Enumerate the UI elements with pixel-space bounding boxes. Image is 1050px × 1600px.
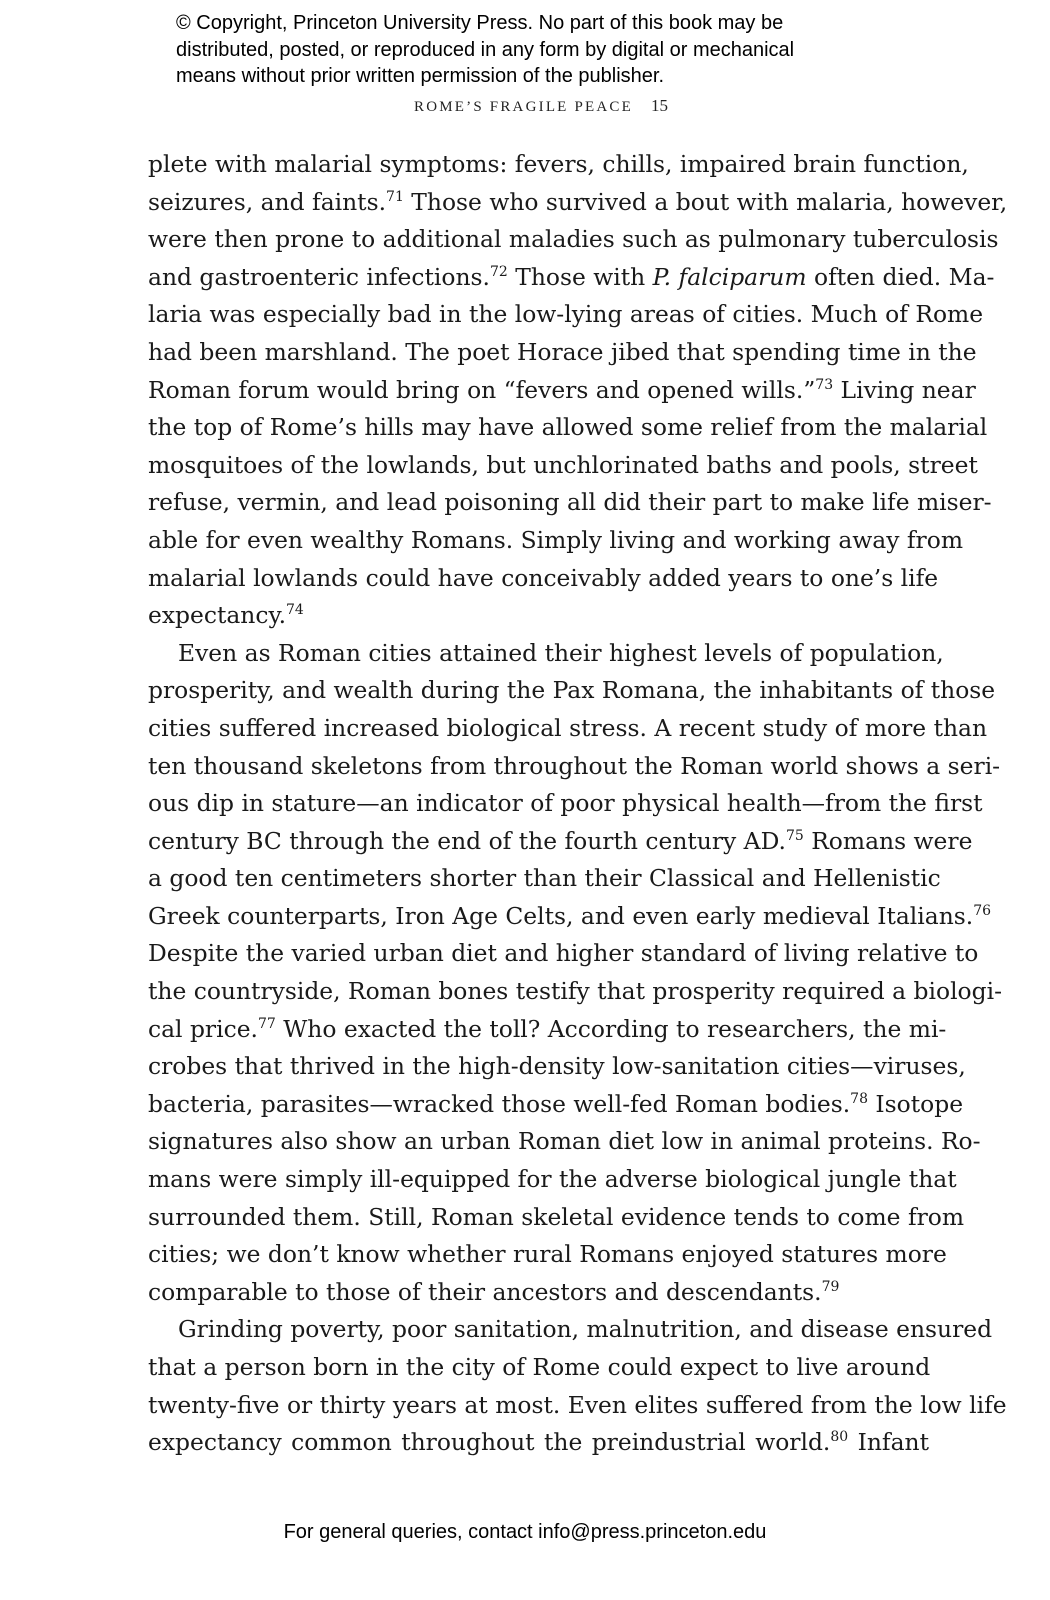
page-number: 15 <box>651 96 668 115</box>
text-run: expectancy. <box>148 601 287 630</box>
copyright-line: © Copyright, Princeton University Press. No part of this book may be <box>176 12 784 34</box>
text-run: ous dip in stature—an indicator of poor physical health—from the first <box>148 789 983 818</box>
text-run: the countryside, Roman bones testify that prosperity required a biologi- <box>148 977 1002 1006</box>
text-run: laria was especially bad in the low-lying areas of cities. Much of Rome <box>148 300 984 329</box>
text-line <box>148 1311 993 1349</box>
text-run: often died. Ma- <box>806 262 995 291</box>
text-run: Grinding poverty, poor sanitation, malnutrition, and disease ensured <box>178 1315 993 1344</box>
text-line <box>148 296 984 334</box>
text-run: Romans were <box>803 826 973 855</box>
text-line <box>148 1123 981 1161</box>
text-line <box>148 860 941 898</box>
copyright-notice <box>176 10 896 90</box>
text-line <box>148 1011 947 1049</box>
text-line <box>148 935 979 973</box>
text-line <box>148 409 988 447</box>
text-line <box>148 522 964 560</box>
text-run: ten thousand skeletons from throughout the Roman world shows a seri- <box>148 751 1001 780</box>
copyright-line: means without prior written permission of the publisher. <box>176 65 665 87</box>
footer-contact: For general queries, contact info@press.princeton.edu <box>283 1521 767 1543</box>
footnote-ref: 77 <box>257 1015 276 1032</box>
text-line <box>148 146 969 184</box>
text-run: were then prone to additional maladies such as pulmonary tuberculosis <box>148 225 999 254</box>
copyright-line: distributed, posted, or reproduced in any form by digital or mechanical <box>176 38 795 61</box>
text-run: plete with malarial symptoms: fevers, chills, impaired brain function, <box>148 150 969 178</box>
text-run: mans were simply ill-equipped for the adverse biological jungle that <box>148 1165 957 1194</box>
text-line <box>148 221 999 259</box>
footnote-ref: 75 <box>785 827 804 844</box>
footnote-ref: 71 <box>386 188 404 205</box>
text-line <box>148 1236 947 1274</box>
text-line <box>148 1048 966 1086</box>
text-run: seizures, and faints. <box>148 187 387 216</box>
text-run: cal price. <box>148 1014 258 1043</box>
text-run: able for even wealthy Romans. Simply living and working away from <box>148 525 964 554</box>
paragraph <box>148 146 1008 635</box>
text-line <box>148 372 976 410</box>
text-run: the top of Rome’s hills may have allowed some relief from the malarial <box>148 413 988 442</box>
text-run: signatures also show an urban Roman diet low in animal proteins. Ro- <box>148 1127 981 1156</box>
text-line <box>148 484 992 522</box>
text-run: had been marshland. The poet Horace jibed that spending time in the <box>148 337 977 366</box>
text-line <box>148 334 977 372</box>
footnote-ref: 76 <box>973 902 992 919</box>
footnote-ref: 78 <box>850 1090 868 1107</box>
text-run: Even as Roman cities attained their highest levels of population, <box>178 638 944 667</box>
text-run: Roman forum would bring on “fevers and opened wills.” <box>148 375 816 404</box>
body-text <box>148 146 1008 1462</box>
text-run: expectancy common throughout the preindustrial world. <box>148 1428 831 1457</box>
text-line <box>148 672 996 710</box>
text-line <box>148 710 988 748</box>
text-line <box>148 560 939 598</box>
text-run: surrounded them. Still, Roman skeletal evidence tends to come from <box>148 1202 965 1231</box>
text-line <box>148 823 973 861</box>
text-run: and gastroenteric infections. <box>148 262 490 291</box>
text-run: Greek counterparts, Iron Age Celts, and even early medieval Italians. <box>148 901 974 930</box>
text-run: cities suffered increased biological stress. A recent study of more than <box>148 713 988 742</box>
italic-text: P. falciparum <box>652 262 807 291</box>
text-run: refuse, vermin, and lead poisoning all did their part to make life miser- <box>148 488 992 517</box>
text-run: comparable to those of their ancestors and descendants. <box>148 1277 822 1306</box>
text-line <box>148 447 978 485</box>
text-line <box>148 259 995 297</box>
text-run: bacteria, parasites—wracked those well-fed Roman bodies. <box>148 1089 851 1118</box>
text-line <box>148 1349 929 1387</box>
text-run: twenty-five or thirty years at most. Even elites suffered from the low life <box>148 1390 1007 1419</box>
text-line <box>148 597 929 635</box>
paragraph <box>148 1311 1007 1461</box>
text-run: cities; we don’t know whether rural Romans enjoyed statures more <box>148 1240 947 1269</box>
text-run: century BC through the end of the fourth century AD. <box>148 826 786 855</box>
text-line <box>148 1199 965 1237</box>
footnote-ref: 72 <box>489 263 508 280</box>
text-line <box>148 1086 964 1124</box>
text-run: Isotope <box>867 1089 964 1118</box>
chapter-title: ROME’S FRAGILE PEACE <box>413 99 633 115</box>
text-line <box>148 635 944 673</box>
text-line <box>148 1424 929 1462</box>
text-line <box>148 1387 1007 1425</box>
text-run: crobes that thrived in the high-density low-sanitation cities—viruses, <box>148 1052 966 1081</box>
text-run: a good ten centimeters shorter than their Classical and Hellenistic <box>148 864 941 893</box>
footnote-ref: 80 <box>830 1429 849 1446</box>
footnote-ref: 73 <box>815 376 834 393</box>
text-line <box>148 1274 929 1312</box>
text-line <box>148 785 983 823</box>
text-run: Despite the varied urban diet and higher standard of living relative to <box>148 939 979 968</box>
text-line <box>148 973 1002 1011</box>
text-run: Living near <box>833 375 976 404</box>
text-run: Those who survived a bout with malaria, however, <box>403 187 1008 216</box>
text-run: Those with <box>507 262 653 291</box>
text-line <box>148 748 1001 786</box>
text-line <box>148 1161 957 1199</box>
running-head <box>0 96 1050 116</box>
text-run: mosquitoes of the lowlands, but unchlorinated baths and pools, street <box>148 450 978 479</box>
text-run: Infant <box>848 1428 929 1457</box>
text-run: prosperity, and wealth during the Pax Romana, the inhabitants of those <box>148 676 996 705</box>
text-run: that a person born in the city of Rome could expect to live around <box>148 1353 931 1381</box>
text-line <box>148 898 992 936</box>
footnote-ref: 74 <box>286 602 304 619</box>
text-run: Who exacted the toll? According to researchers, the mi- <box>275 1014 947 1043</box>
text-run: malarial lowlands could have conceivably added years to one’s life <box>148 563 939 592</box>
text-line <box>148 184 1008 222</box>
paragraph <box>148 635 1002 1312</box>
footnote-ref: 79 <box>821 1278 840 1295</box>
